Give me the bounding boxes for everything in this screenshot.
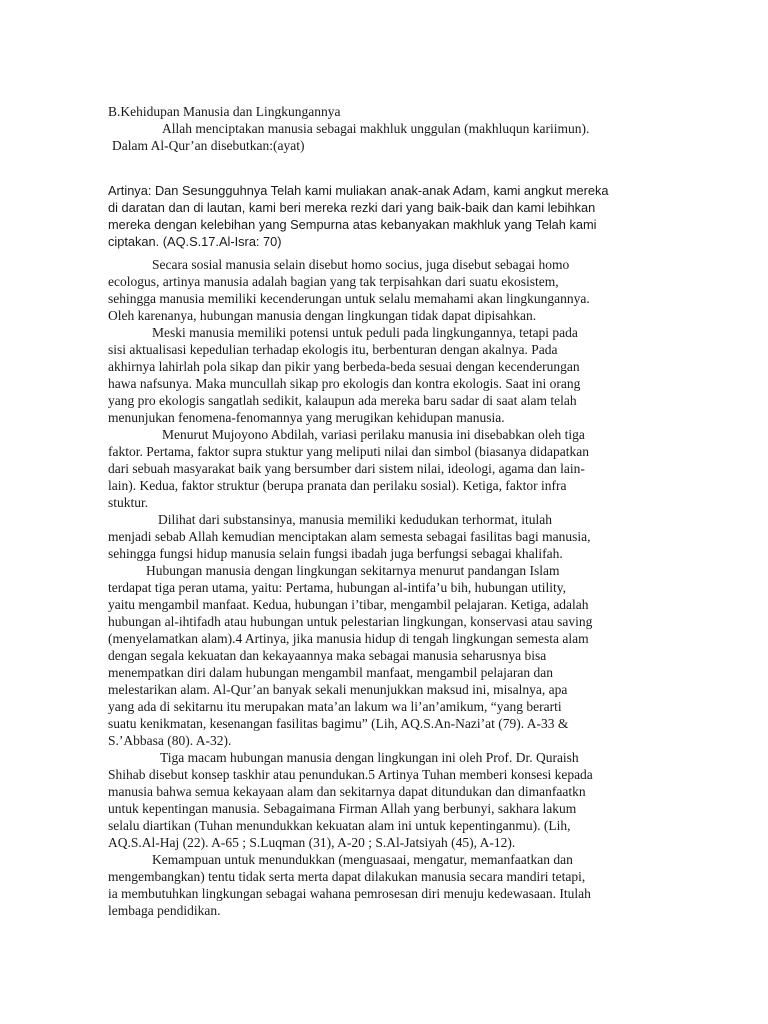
paragraph-line: melestarikan alam. Al-Qur’an banyak sekali menunjukkan maksud ini, misalnya, apa xyxy=(108,682,568,697)
translation-line: mereka dengan kelebihan yang Sempurna atas kebanyakan makhluk yang Telah kami xyxy=(108,217,597,232)
section-heading: B.Kehidupan Manusia dan Lingkungannya xyxy=(108,104,341,119)
paragraph-line: lembaga pendidikan. xyxy=(108,903,221,918)
paragraph-line: Dilihat dari substansinya, manusia memiliki kedudukan terhormat, itulah xyxy=(158,512,553,527)
intro-line: Allah menciptakan manusia sebagai makhluk unggulan (makhluqun kariimun). xyxy=(162,121,590,136)
paragraph-line: akhirnya lahirlah pola sikap dan pikir yang berbeda-beda sesuai dengan kecenderungan xyxy=(108,359,580,374)
translation-line: di daratan dan di lautan, kami beri mereka rezki dari yang baik-baik dan kami lebihkan xyxy=(108,200,596,215)
paragraph-line: menunjukan fenomena-fenomannya yang merugikan kehidupan manusia. xyxy=(108,410,505,425)
paragraph-line: sisi aktualisasi kepedulian terhadap ekologis itu, berbenturan dengan akalnya. Pada xyxy=(108,342,558,357)
paragraph-line: (menyelamatkan alam).4 Artinya, jika manusia hidup di tengah lingkungan semesta alam xyxy=(108,631,589,646)
paragraph-line: Meski manusia memiliki potensi untuk peduli pada lingkungannya, tetapi pada xyxy=(152,325,578,340)
paragraph-line: hawa nafsunya. Maka muncullah sikap pro ekologis dan kontra ekologis. Saat ini orang xyxy=(108,376,581,391)
paragraph-line: hubungan al-ihtifadh atau hubungan untuk pelestarian lingkungan, konservasi atau saving xyxy=(108,614,593,629)
paragraph-line: yang pro ekologis sangatlah sedikit, kalaupun ada mereka baru sadar di saat alam telah xyxy=(108,393,577,408)
paragraph-line: suatu kenikmatan, kesenangan fasilitas bagimu” (Lih, AQ.S.An-Nazi’at (79). A-33 & xyxy=(108,716,569,731)
paragraph-line: ecologus, artinya manusia adalah bagian yang tak terpisahkan dari suatu ekosistem, xyxy=(108,274,559,289)
paragraph-line: manusia bahwa semua kekayaan alam dan sekitarnya dapat ditundukan dan dimanfaatkn xyxy=(108,784,586,799)
paragraph-line: sehingga manusia memiliki kecenderungan untuk selalu memahami akan lingkungannya. xyxy=(108,291,590,306)
paragraph-line: sehingga fungsi hidup manusia selain fungsi ibadah juga berfungsi sebagai khalifah. xyxy=(108,546,563,561)
paragraph-line: terdapat tiga peran utama, yaitu: Pertama, hubungan al-intifa’u bih, hubungan utility, xyxy=(108,580,566,595)
intro-line: Dalam Al-Qur’an disebutkan:(ayat) xyxy=(112,138,305,153)
paragraph-line: dengan segala kekuatan dan kekayaannya maka sebagai manusia seharusnya bisa xyxy=(108,648,547,663)
paragraph-line: Shihab disebut konsep taskhir atau penundukan.5 Artinya Tuhan memberi konsesi kepada xyxy=(108,767,593,782)
paragraph-line: Hubungan manusia dengan lingkungan sekitarnya menurut pandangan Islam xyxy=(146,563,560,578)
paragraph-line: untuk kepentingan manusia. Sebagaimana Firman Allah yang berbunyi, sakhara lakum xyxy=(108,801,577,816)
paragraph-line: dari sebuah masyarakat baik yang bersumber dari sistem nilai, ideologi, agama dan lain- xyxy=(108,461,585,476)
translation-line: ciptakan. (AQ.S.17.Al-Isra: 70) xyxy=(108,234,282,249)
paragraph-line: menjadi sebab Allah kemudian menciptakan alam semesta sebagai fasilitas bagi manusia, xyxy=(108,529,591,544)
paragraph-line: S.’Abbasa (80). A-32). xyxy=(108,733,232,748)
paragraph-line: menempatkan diri dalam hubungan mengambil manfaat, mengambil pelajaran dan xyxy=(108,665,553,680)
paragraph-line: Secara sosial manusia selain disebut homo socius, juga disebut sebagai homo xyxy=(152,257,570,272)
paragraph-line: yaitu mengambil manfaat. Kedua, hubungan i’tibar, mengambil pelajaran. Ketiga, adalah xyxy=(108,597,589,612)
paragraph-line: Kemampuan untuk menundukkan (menguasaai, mengatur, memanfaatkan dan xyxy=(152,852,573,867)
paragraph-line: yang ada di sekitarnu itu merupakan mata’an lakum wa li’an’amikum, “yang berarti xyxy=(108,699,562,714)
paragraph-line: lain). Kedua, faktor struktur (berupa pranata dan perilaku sosial). Ketiga, faktor infra xyxy=(108,478,567,493)
paragraph-line: Menurut Mujoyono Abdilah, variasi perilaku manusia ini disebabkan oleh tiga xyxy=(162,427,585,442)
paragraph-line: Oleh karenanya, hubungan manusia dengan lingkungan tidak dapat dipisahkan. xyxy=(108,308,537,323)
paragraph-line: mengembangkan) tentu tidak serta merta dapat dilakukan manusia secara mandiri tetapi, xyxy=(108,869,586,884)
paragraph-line: selalu diartikan (Tuhan menundukkan kekuatan alam ini untuk kepentinganmu). (Lih, xyxy=(108,818,571,833)
translation-line: Artinya: Dan Sesungguhnya Telah kami muliakan anak-anak Adam, kami angkut mereka xyxy=(108,183,609,198)
paragraph-line: ia membutuhkan lingkungan sebagai wahana pemrosesan diri menuju kedewasaan. Itulah xyxy=(108,886,591,901)
paragraph-line: Tiga macam hubungan manusia dengan lingkungan ini oleh Prof. Dr. Quraish xyxy=(160,750,579,765)
paragraph-line: stuktur. xyxy=(108,495,149,510)
paragraph-line: faktor. Pertama, faktor supra stuktur yang meliputi nilai dan simbol (biasanya didapatkan xyxy=(108,444,590,459)
paragraph-line: AQ.S.Al-Haj (22). A-65 ; S.Luqman (31), A-20 ; S.Al-Jatsiyah (45), A-12). xyxy=(108,835,516,850)
